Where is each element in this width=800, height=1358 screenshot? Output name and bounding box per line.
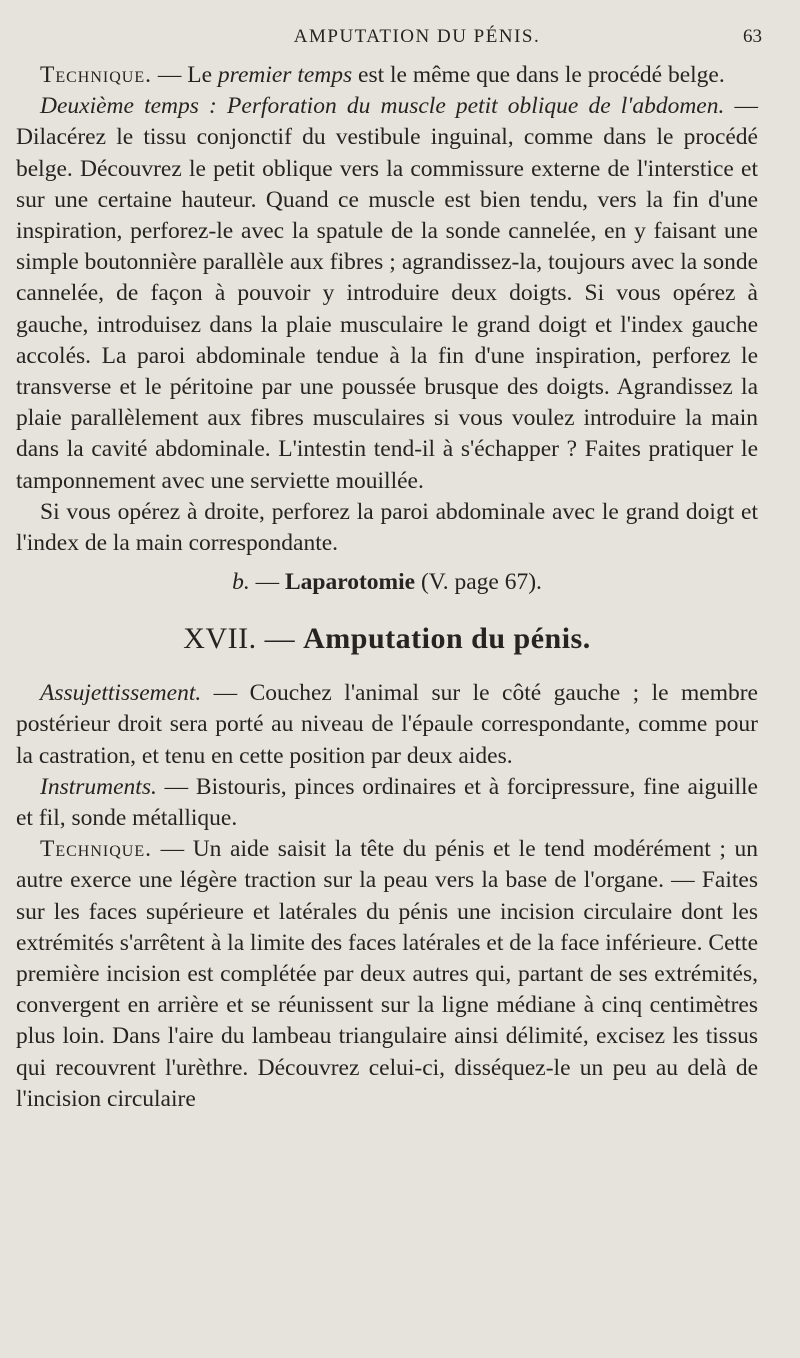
paragraph-technique-1 [16,60,758,91]
paragraph-label: Technique. [40,836,152,863]
paragraph-italic: premier temps [217,62,353,88]
paragraph-instruments [16,772,758,834]
paragraph-label: Technique. [40,62,152,88]
paragraph-technique-2 [16,834,758,1115]
paragraph-text: — Dilacérez le tissu conjonctif du vestibule inguinal, comme dans le procédé belge. Découvrez le petit oblique vers la commissure externe de l'interstice et sur une certaine hauteur. Quand ce muscle est bien tendu, vers la fin d'une inspiration, perforez-le avec la spatule de la sonde cannelée, en y faisant une simple boutonnière parallèle aux fibres ; agrandissez-la, toujours avec la sonde cannelée, de façon à pouvoir y introduire deux doigts. Si vous opérez à gauche, introduisez dans la plaie musculaire le grand doigt et l'index gauche accolés. La paroi abdominale tendue à la fin d'une inspiration, perforez le transverse et le péritoine par une poussée brusque des doigts. Agrandissez la plaie parallèlement aux fibres musculaires si vous voulez introduire la main dans la cavité abdominale. L'intestin tend-il à s'échapper ? Faites pratiquer le tamponnement avec une serviette mouillée. [16,93,759,494]
running-header [16,20,762,60]
paragraph-assujettissement [16,678,758,772]
paragraph-text: est le même que dans le procédé belge. [352,62,725,88]
paragraph-label: Instruments. [40,773,157,800]
paragraph-label: Assujettissement. [40,680,202,707]
subheading-dash: — [249,569,285,596]
paragraph-deuxieme-temps [16,91,758,497]
paragraph-droite [16,497,758,559]
subheading-laparotomie [16,569,758,596]
subheading-title: Laparotomie [284,569,416,596]
running-title: AMPUTATION DU PÉNIS. [293,26,541,47]
paragraph-text: — Bistouris, pinces ordinaires et à forcipressure, fine aiguille et fil, sonde métallique. [16,773,758,832]
section-title: Amputation du pénis. [303,622,591,656]
paragraph-text: — Couchez l'animal sur le côté gauche ; le membre postérieur droit sera porté au niveau de l'épaule correspondante, comme pour la castration, et tenu en cette position par deux aides. [16,680,758,769]
paragraph-text: Si vous opérez à droite, perforez la paroi abdominale avec le grand doigt et l'index de la main correspondante. [16,498,758,557]
page-number: 63 [743,26,762,47]
subheading-letter: b. [232,569,250,596]
paragraph-dash: — Le [152,62,218,88]
paragraph-text: — Un aide saisit la tête du pénis et le tend modérément ; un autre exerce une légère traction sur la peau vers la base de l'organe. — Faites sur les faces supérieure et latérales du pénis une incision circulaire dont les extrémités s'arrêtent à la limite des faces latérales et de la face inférieure. Cette première incision est complétée par deux autres qui, partant de ses extrémités, convergent en arrière et se réunissent sur la ligne médiane à cinq centimètres plus loin. Dans l'aire du lambeau triangulaire ainsi délimité, excisez les tissus qui recouvrent l'urèthre. Découvrez celui-ci, disséquez-le un peu au delà de l'incision circulaire [16,836,758,1112]
section-heading [16,622,758,656]
paragraph-italic: Deuxième temps : Perforation du muscle petit oblique de l'abdomen. [40,93,725,120]
subheading-reference: (V. page 67). [415,569,542,596]
section-number: XVII. — [183,622,304,656]
